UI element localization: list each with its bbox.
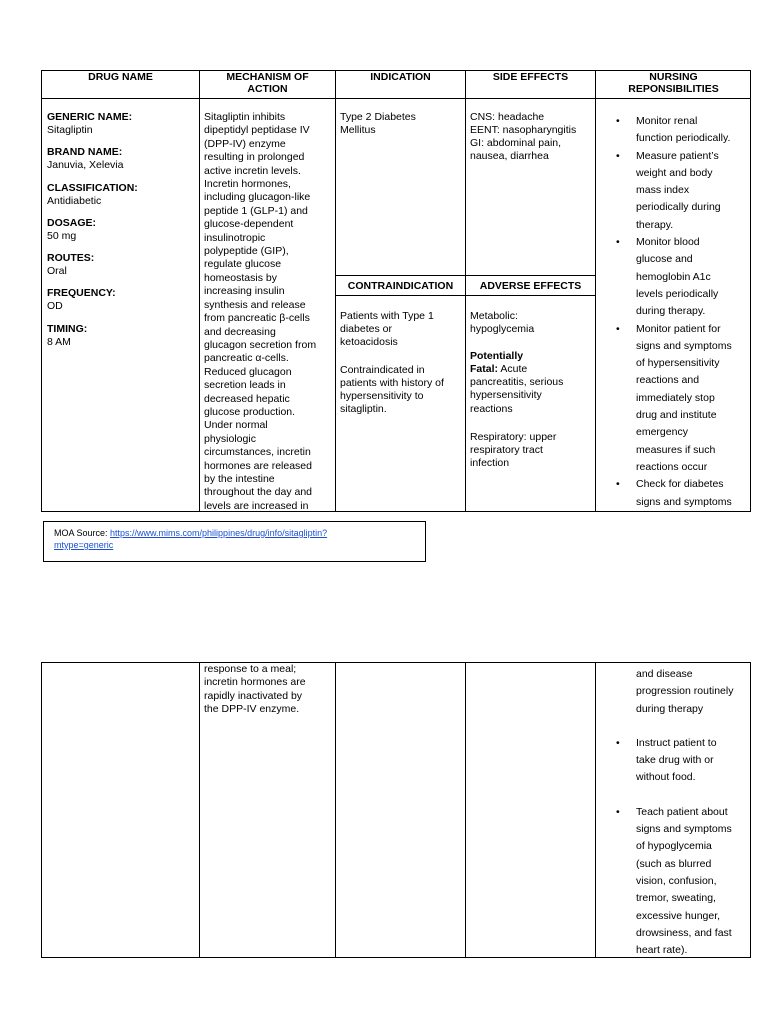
source-link-cont[interactable]: mtype=generic xyxy=(54,540,114,550)
dosage-value: 50 mg xyxy=(47,229,77,242)
generic-name-label: GENERIC NAME: xyxy=(47,111,133,123)
adverse-metabolic: Metabolic: hypoglycemia xyxy=(470,310,535,336)
list-item: • Instruct patient to take drug with or without food. xyxy=(600,735,750,787)
routes-label: ROUTES: xyxy=(47,252,95,264)
list-item: • Monitor blood glucose and hemoglobin A1c levels periodically during therapy. xyxy=(600,234,750,320)
mechanism-cell-continued: response to a meal; incretin hormones are rapidly inactivated by the DPP-IV enzyme. xyxy=(204,663,306,716)
dosage-label: DOSAGE: xyxy=(47,216,97,229)
header-indication: INDICATION xyxy=(370,71,431,83)
header-drug-name: DRUG NAME xyxy=(88,71,153,83)
contraindication-text-2: Contraindicated in patients with history of hypersensitivity to sitagliptin. xyxy=(340,364,444,416)
column-divider xyxy=(595,662,596,958)
adverse-respiratory: Respiratory: upper respiratory tract infection xyxy=(470,431,557,470)
adverse-fatal xyxy=(470,350,594,416)
section-divider xyxy=(335,295,595,296)
generic-name-value: Sitagliptin xyxy=(47,124,93,137)
brand-name-value: Januvia, Xelevia xyxy=(47,159,124,172)
source-text xyxy=(54,527,419,551)
list-item: • Check for diabetes signs and symptoms xyxy=(600,476,750,511)
potentially-label: Potentially xyxy=(470,350,524,362)
nursing-list xyxy=(600,113,750,511)
classification-value: Antidiabetic xyxy=(47,194,102,207)
header-nursing: NURSING REPONSIBILITIES xyxy=(628,71,719,95)
fatal-label: Fatal: xyxy=(470,363,499,376)
list-item: • Measure patient’s weight and body mass index periodically during therapy. xyxy=(600,148,750,234)
nursing-cell-continued xyxy=(600,666,750,959)
frequency-value: OD xyxy=(47,300,63,313)
brand-name-label: BRAND NAME: xyxy=(47,146,123,159)
column-divider xyxy=(199,662,200,958)
header-contraindication: CONTRAINDICATION xyxy=(347,280,454,292)
timing-label: TIMING: xyxy=(47,322,88,335)
header-divider xyxy=(41,98,751,99)
column-divider xyxy=(595,70,596,512)
section-divider xyxy=(335,275,595,276)
drug-info-cell xyxy=(47,111,197,349)
source-box xyxy=(43,521,426,562)
timing-value: 8 AM xyxy=(47,335,71,348)
nursing-continued-text: and disease progression routinely during therapy xyxy=(636,668,734,715)
column-divider xyxy=(199,70,200,512)
indication-cell: Type 2 Diabetes Mellitus xyxy=(340,111,416,137)
nursing-cell xyxy=(600,113,750,511)
header-side-effects: SIDE EFFECTS xyxy=(492,71,569,83)
column-divider xyxy=(335,662,336,958)
mechanism-cell: Sitagliptin inhibits dipeptidyl peptidase IV (DPP-IV) enzyme resulting in prolonged active incretin levels. Incretin hormones, including glucagon-like peptide 1 (GLP-1) and glucose-dependent insulinotropic polypeptide (GIP), regulate glucose homeostasis by increasing insulin synthesis and release from pancreatic β-cells and decreasing glucagon secretion from pancreatic α-cells. Reduced glucagon secretion leads in decreased hepatic glucose production. Under normal physiologic circumstances, incretin hormones are released by the intestine throughout the day and levels are increased in xyxy=(204,111,317,511)
classification-label: CLASSIFICATION: xyxy=(47,181,138,194)
contraindication-text-1: Patients with Type 1 diabetes or ketoacidosis xyxy=(340,310,434,349)
list-item: • Monitor renal function periodically. xyxy=(600,113,750,148)
list-item: • Monitor patient for signs and symptoms of hypersensitivity reactions and immediately stop drug and institute emergency measures if such reactions occur xyxy=(600,321,750,477)
routes-value: Oral xyxy=(47,265,67,278)
fatal-text: Acute pancreatitis, serious hypersensitivity reactions xyxy=(470,363,564,415)
frequency-label: FREQUENCY: xyxy=(47,287,116,300)
source-label: MOA Source: xyxy=(54,528,111,538)
column-divider xyxy=(465,662,466,958)
header-adverse-effects: ADVERSE EFFECTS xyxy=(479,280,582,292)
side-effects-cell: CNS: headache EENT: nasopharyngitis GI: abdominal pain, nausea, diarrhea xyxy=(470,111,577,163)
nursing-list-continued xyxy=(600,735,750,960)
source-link[interactable]: https://www.mims.com/philippines/drug/info/sitagliptin? xyxy=(110,528,328,538)
header-mechanism: MECHANISM OF ACTION xyxy=(226,71,309,95)
list-item: • Teach patient about signs and symptoms of hypoglycemia (such as blurred vision, confusion, tremor, sweating, excessive hunger, drowsiness, and fast heart rate). xyxy=(600,804,750,960)
